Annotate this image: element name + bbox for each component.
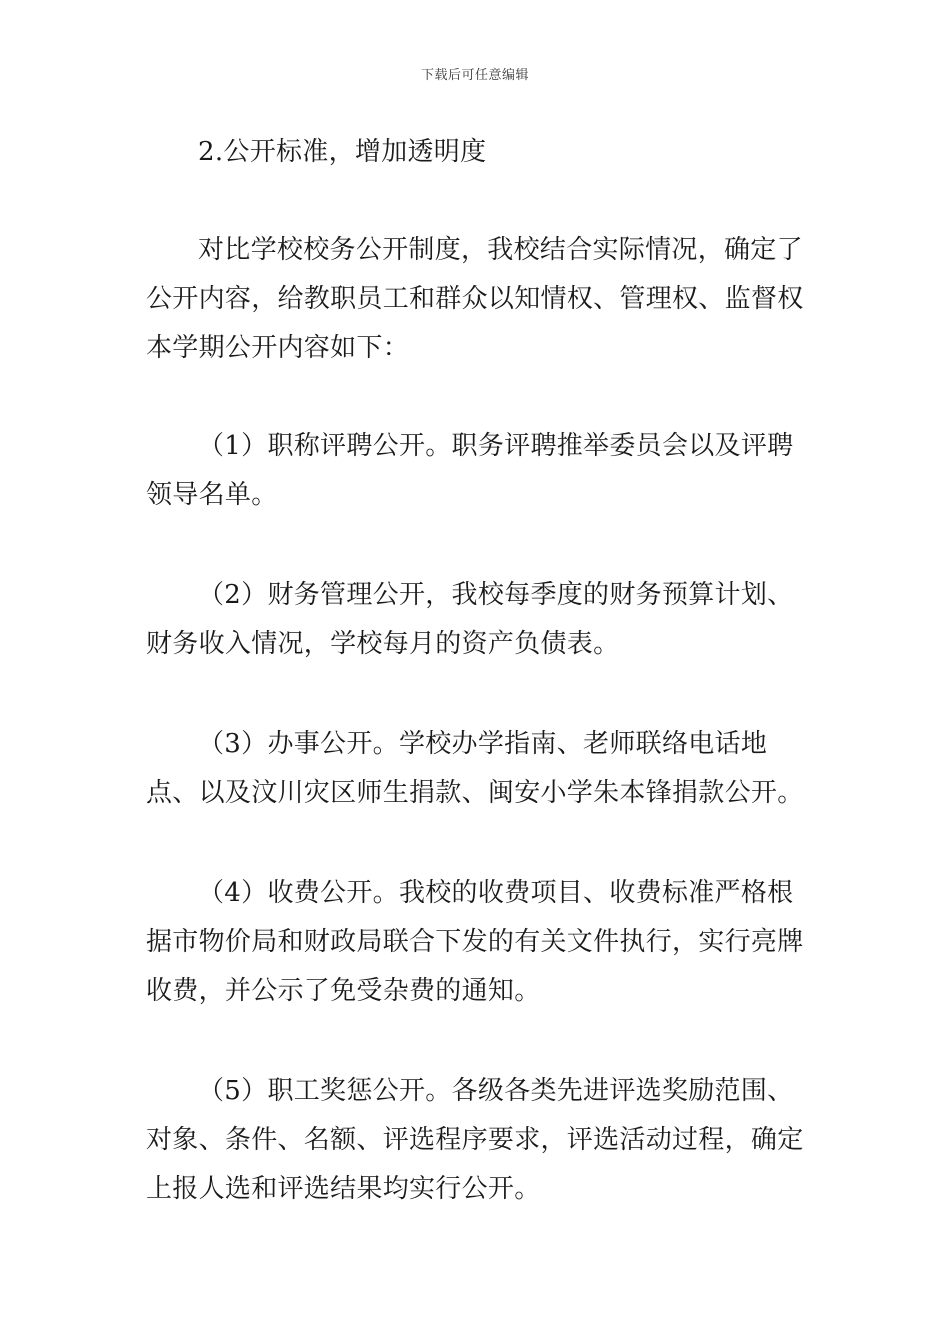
item-paragraph-3: （3）办事公开。学校办学指南、老师联络电话地点、以及汶川灾区师生捐款、闽安小学朱本锋捐款公开。 (146, 729, 804, 808)
intro-paragraph: 对比学校校务公开制度，我校结合实际情况，确定了公开内容，给教职员工和群众以知情权、管理权、监督权本学期公开内容如下： (146, 235, 804, 363)
item-paragraph-4: （4）收费公开。我校的收费项目、收费标准严格根据市物价局和财政局联合下发的有关文件执行，实行亮牌收费，并公示了免受杂费的通知。 (146, 878, 804, 1006)
page-header-note: 下载后可任意编辑 (420, 68, 529, 83)
item-paragraph-2: （2）财务管理公开，我校每季度的财务预算计划、财务收入情况，学校每月的资产负债表。 (146, 580, 794, 659)
section-heading: 2.公开标准，增加透明度 (198, 137, 487, 167)
document-body (146, 128, 810, 1265)
item-paragraph-5: （5）职工奖惩公开。各级各类先进评选奖励范围、对象、条件、名额、评选程序要求，评选活动过程，确定上报人选和评选结果均实行公开。 (146, 1076, 804, 1204)
item-paragraph-1: （1）职称评聘公开。职务评聘推举委员会以及评聘领导名单。 (146, 431, 794, 510)
